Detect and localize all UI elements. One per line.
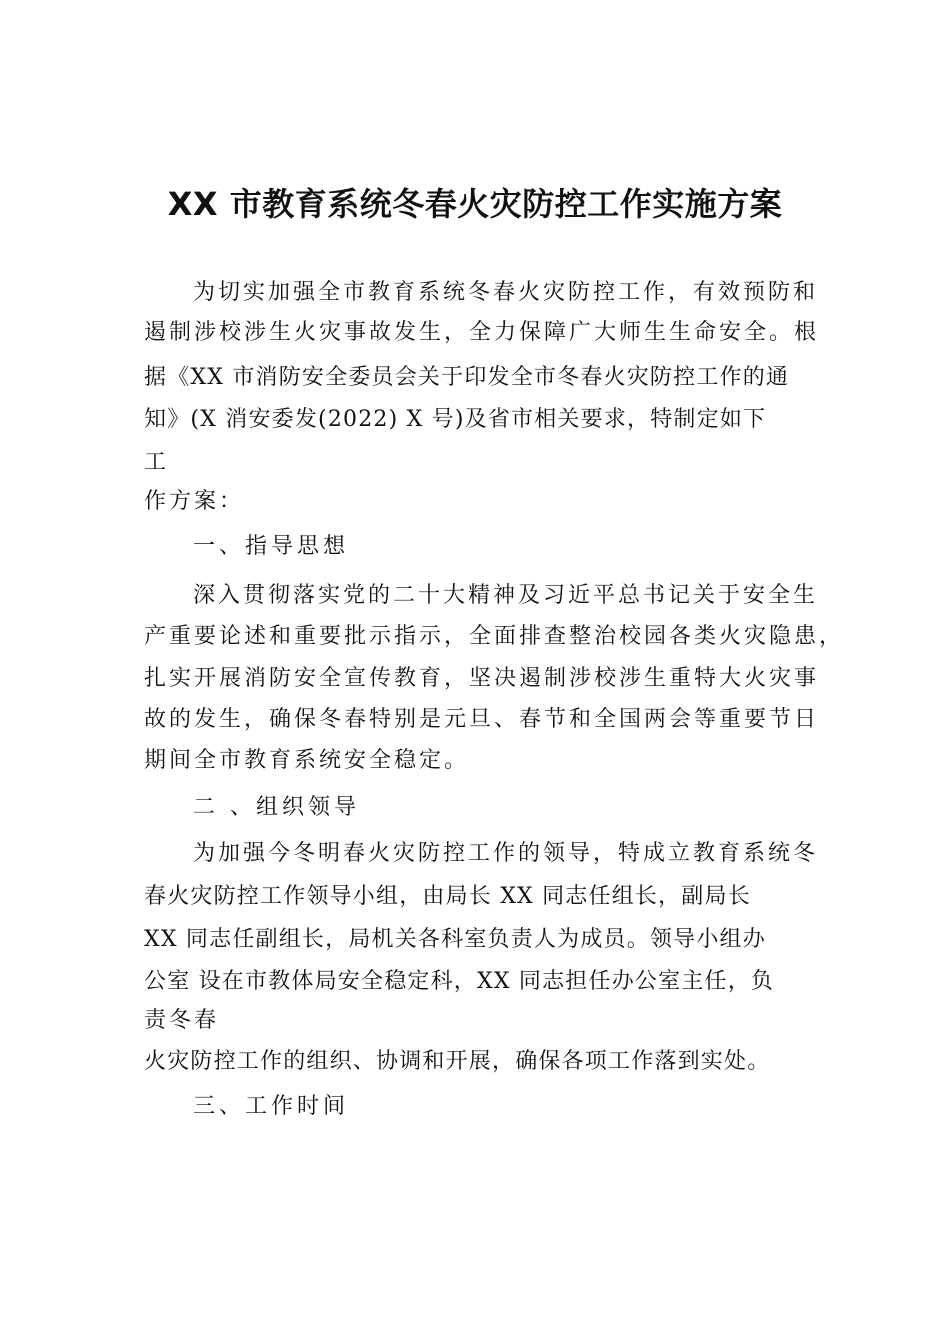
- section-heading: 一、指导思想: [193, 534, 350, 559]
- paragraph-line: XX 同志任副组长，局机关各科室负责人为成员。领导小组办: [144, 927, 766, 952]
- paragraph-line: 产重要论述和重要批示指示，全面排查整治校园各类火灾隐患，: [144, 624, 845, 649]
- paragraph-line: 责冬春: [144, 1008, 220, 1033]
- document-title: XX 市教育系统冬春火灾防控工作实施方案: [167, 185, 783, 223]
- section-heading: 三、工作时间: [193, 1094, 350, 1119]
- paragraph-line: 知》(X 消安委发(2022) X 号)及省市相关要求，特制定如下: [144, 407, 767, 432]
- paragraph-line: 火灾防控工作的组织、协调和开展，确保各项工作落到实处。: [144, 1049, 771, 1074]
- paragraph-line: 公室 设在市教体局安全稳定科，XX 同志担任办公室主任，负: [144, 969, 775, 994]
- paragraph-line: 为加强今冬明春火灾防控工作的领导，特成立教育系统冬: [193, 841, 819, 866]
- paragraph-line: 故的发生，确保冬春特别是元旦、春节和全国两会等重要节日: [144, 707, 820, 732]
- paragraph-line: 遏制涉校涉生火灾事故发生，全力保障广大师生生命安全。根: [144, 320, 820, 345]
- paragraph-line: 作方案：: [144, 489, 245, 514]
- paragraph-line: 为切实加强全市教育系统冬春火灾防控工作，有效预防和: [193, 280, 819, 305]
- paragraph-line: 扎实开展消防安全宣传教育，坚决遏制涉校涉生重特大火灾事: [144, 666, 820, 691]
- section-heading: 二 、组织领导: [193, 795, 360, 820]
- paragraph-line: 据《XX 市消防安全委员会关于印发全市冬春火灾防控工作的通: [144, 365, 790, 390]
- paragraph-line: 春火灾防控工作领导小组，由局长 XX 同志任组长，副局长: [144, 884, 751, 909]
- paragraph-line: 深入贯彻落实党的二十大精神及习近平总书记关于安全生: [193, 583, 819, 608]
- paragraph-line: 工: [144, 450, 170, 475]
- paragraph-line: 期间全市教育系统安全稳定。: [144, 748, 470, 773]
